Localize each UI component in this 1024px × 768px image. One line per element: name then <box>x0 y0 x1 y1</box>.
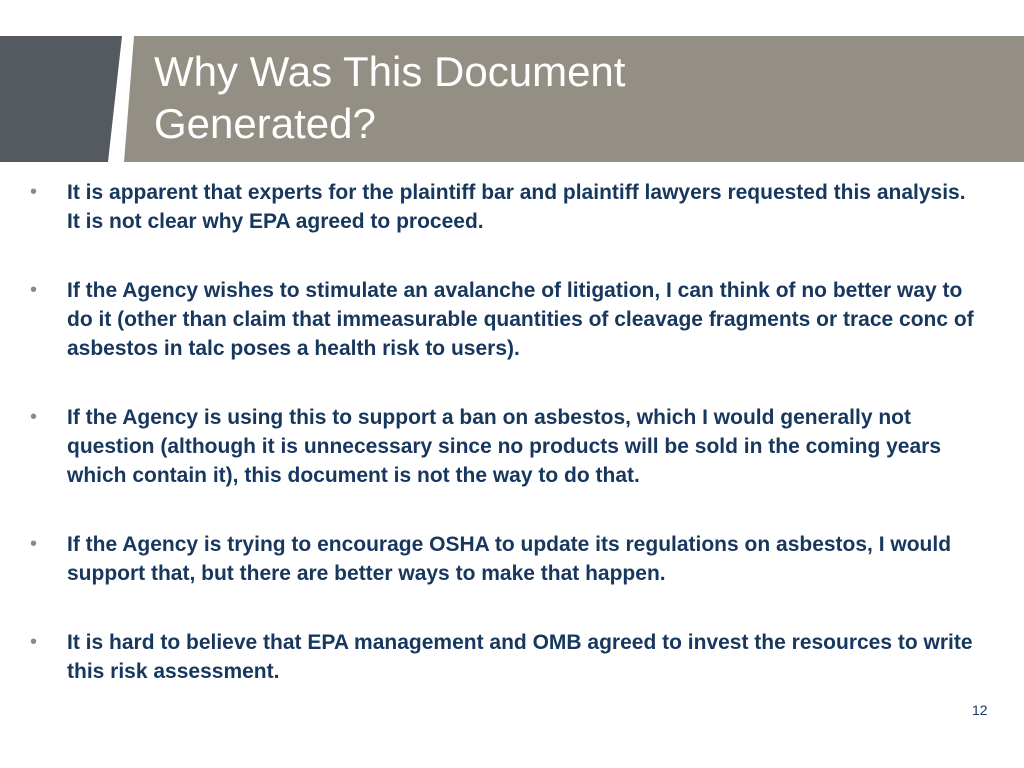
bullet-dot: • <box>30 181 38 203</box>
slide-title <box>154 46 854 150</box>
slide-title-line-2: Generated? <box>154 100 376 147</box>
bullet-text: It is hard to believe that EPA management and OMB agreed to invest the resources to write this risk assessment. <box>67 631 973 683</box>
bullet-text: If the Agency wishes to stimulate an avalanche of litigation, I can think of no better way to do it (other than claim that immeasurable quantities of cleavage fragments or trace conc of asbestos in talc poses a health risk to users). <box>67 279 974 360</box>
slide-title-line-1: Why Was This Document <box>154 48 626 95</box>
bullet-item <box>30 530 975 588</box>
bullet-list <box>30 178 975 726</box>
bullet-item <box>30 276 975 363</box>
bullet-text: If the Agency is using this to support a ban on asbestos, which I would generally not question (although it is unnecessary since no products will be sold in the coming years which contain it), this document is not the way to do that. <box>67 406 941 487</box>
bullet-item <box>30 178 975 236</box>
bullet-dot: • <box>30 533 38 555</box>
bullet-text: It is apparent that experts for the plaintiff bar and plaintiff lawyers requested this analysis. It is not clear why EPA agreed to proceed. <box>67 181 966 233</box>
bullet-dot: • <box>30 279 38 301</box>
bullet-dot: • <box>30 406 38 428</box>
bullet-dot: • <box>30 631 38 653</box>
bullet-item <box>30 403 975 490</box>
bullet-text: If the Agency is trying to encourage OSHA to update its regulations on asbestos, I would support that, but there are better ways to make that happen. <box>67 533 952 585</box>
title-banner-dark-block <box>0 36 122 162</box>
page-number: 12 <box>972 702 988 718</box>
bullet-item <box>30 628 975 686</box>
